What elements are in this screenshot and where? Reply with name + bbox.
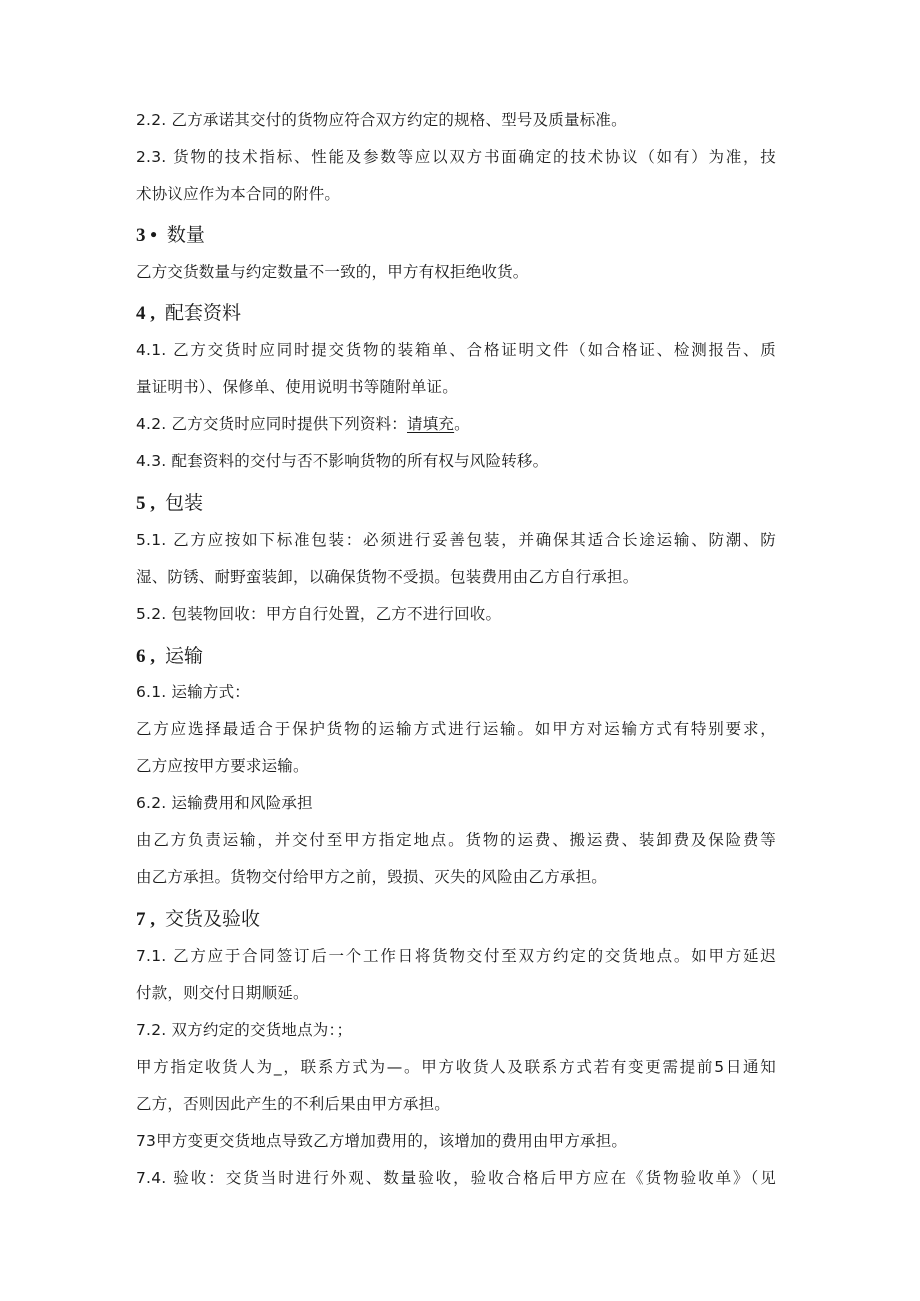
- clause-6-2-line2: 由乙方承担。货物交付给甲方之前，毁损、灭失的风险由乙方承担。: [136, 868, 608, 886]
- clause-7-1-line2: 付款，则交付日期顺延。: [136, 984, 309, 1002]
- clause-7-1-line1: 7.1. 乙方应于合同签订后一个工作日将货物交付至双方约定的交货地点。如甲方延迟: [136, 947, 776, 965]
- clause-2-2: 2.2. 乙方承诺其交付的货物应符合双方约定的规格、型号及质量标准。: [136, 111, 627, 129]
- clause-6-1-line2: 乙方应按甲方要求运输。: [136, 757, 309, 775]
- clause-5-1-line2: 湿、防锈、耐野蛮装卸，以确保货物不受损。包装费用由乙方自行承担。: [136, 568, 639, 586]
- clause-6-2: 6.2. 运输费用和风险承担: [136, 794, 313, 812]
- section-title: 包装: [165, 492, 204, 514]
- clause-7-2: 7.2. 双方约定的交货地点为：；: [136, 1021, 353, 1039]
- clause-4-2-text: 4.2. 乙方交货时应同时提供下列资料：: [136, 415, 408, 433]
- clause-4-1-line1: 4.1. 乙方交货时应同时提交货物的装箱单、合格证明文件（如合格证、检测报告、质: [136, 341, 776, 359]
- clause-6-1: 6.1. 运输方式：: [136, 683, 251, 701]
- clause-6-2-line1: 由乙方负责运输，并交付至甲方指定地点。货物的运费、搬运费、装卸费及保险费等: [136, 831, 776, 849]
- clause-6-1-line1: 乙方应选择最适合于保护货物的运输方式进行运输。如甲方对运输方式有特别要求，: [136, 720, 776, 738]
- section-heading-5: [136, 483, 203, 523]
- section-number: 6 ,: [136, 646, 155, 667]
- section-heading-6: [136, 636, 203, 676]
- section-heading-3: [136, 215, 205, 255]
- section-title: 运输: [165, 645, 204, 667]
- section-number: 7 ,: [136, 909, 155, 930]
- section-number: 5 ,: [136, 493, 155, 514]
- clause-7-2-line2: 乙方，否则因此产生的不利后果由甲方承担。: [136, 1095, 451, 1113]
- section-number: 4 ,: [136, 303, 155, 324]
- clause-4-3: 4.3. 配套资料的交付与否不影响货物的所有权与风险转移。: [136, 452, 549, 470]
- clause-7-4: 7.4. 验收：交货当时进行外观、数量验收，验收合格后甲方应在《货物验收单》（见: [136, 1169, 776, 1187]
- clause-4-2: [136, 406, 470, 443]
- clause-2-3-line1: 2.3. 货物的技术指标、性能及参数等应以双方书面确定的技术协议（如有）为准，技: [136, 148, 776, 166]
- section-title: 交货及验收: [165, 908, 261, 930]
- clause-7-3: 73甲方变更交货地点导致乙方增加费用的，该增加的费用由甲方承担。: [136, 1132, 628, 1150]
- clause-3: 乙方交货数量与约定数量不一致的，甲方有权拒绝收货。: [136, 263, 529, 281]
- section-title: 数量: [166, 224, 205, 246]
- clause-2-3-line2: 术协议应作为本合同的附件。: [136, 185, 341, 203]
- section-heading-7: [136, 899, 260, 939]
- clause-5-2: 5.2. 包装物回收：甲方自行处置，乙方不进行回收。: [136, 605, 502, 623]
- clause-5-1-line1: 5.1. 乙方应按如下标准包装：必须进行妥善包装，并确保其适合长途运输、防潮、防: [136, 531, 776, 549]
- clause-4-2-end: 。: [454, 415, 470, 433]
- section-heading-4: [136, 293, 241, 333]
- clause-7-2-line1: 甲方指定收货人为_，联系方式为—。甲方收货人及联系方式若有变更需提前5日通知: [136, 1058, 776, 1076]
- clause-4-1-line2: 量证明书）、保修单、使用说明书等随附单证。: [136, 378, 458, 396]
- section-title: 配套资料: [165, 302, 242, 324]
- fill-in-field[interactable]: 请填充: [407, 415, 455, 433]
- section-number: 3 •: [136, 225, 157, 246]
